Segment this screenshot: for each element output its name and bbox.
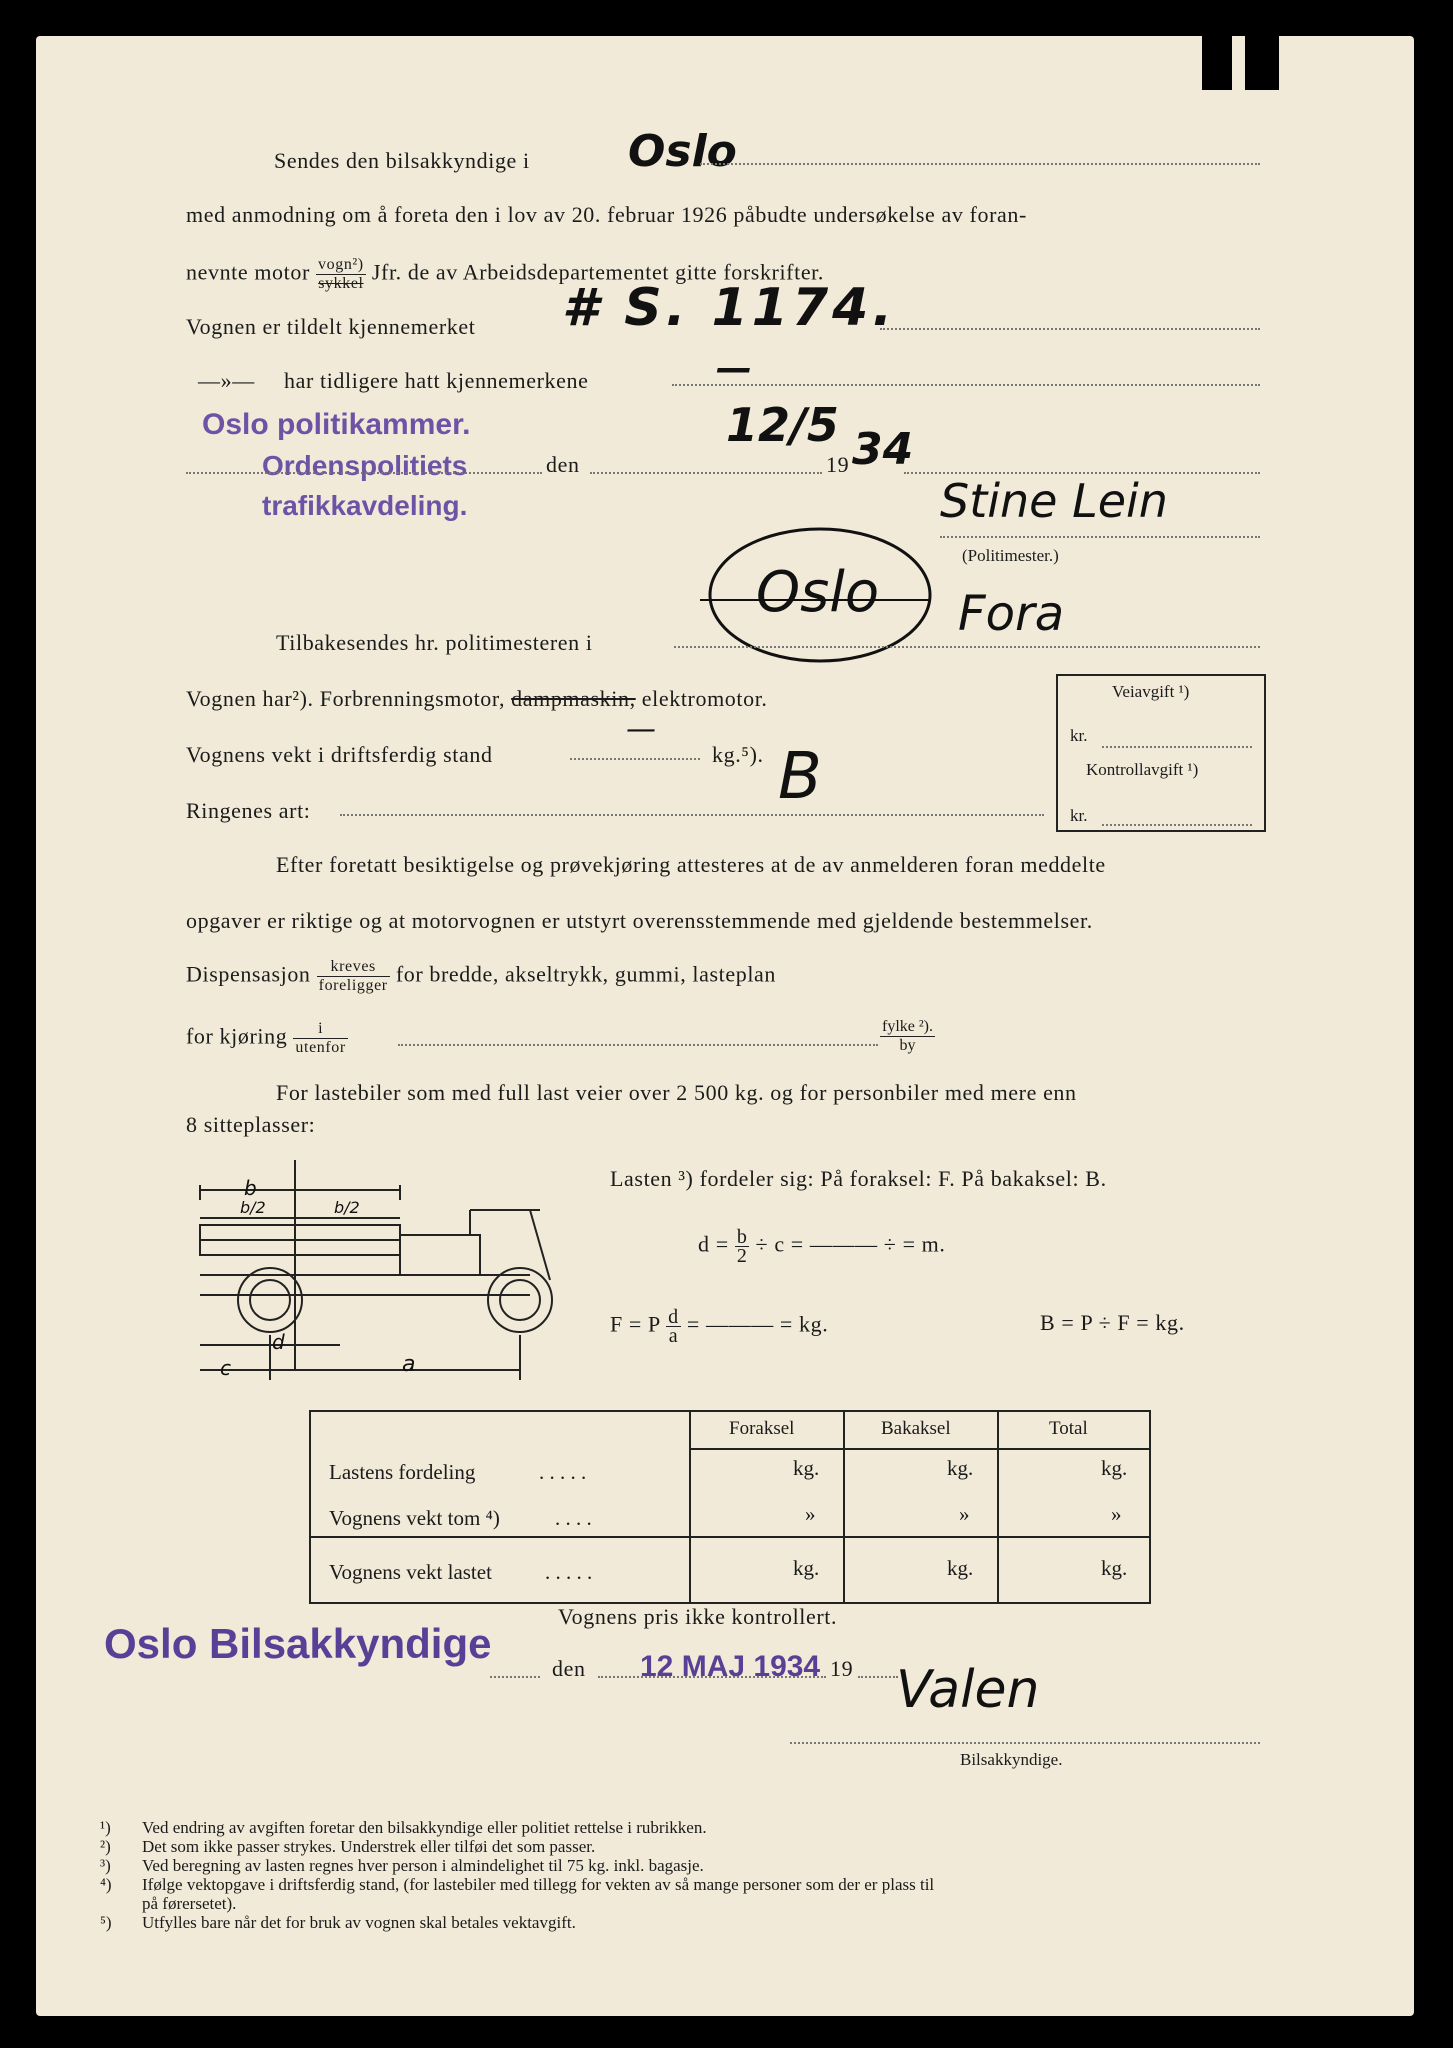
dispensation-line [186, 958, 776, 995]
motor-label: nevnte motor [186, 259, 310, 285]
signature-line [940, 536, 1260, 538]
police-signature: Stine Lein [940, 474, 1168, 528]
kr-label: kr. [1070, 806, 1088, 825]
police-stamp-line2: Ordenspolitiets [262, 450, 468, 481]
row-label: Vognens vekt lastet [329, 1560, 492, 1584]
fill-line [1102, 746, 1252, 748]
fee-box [1056, 674, 1266, 832]
truck-label-a: a [402, 1352, 416, 1377]
fill-line [672, 384, 1260, 386]
attest-line2: opgaver er riktige og at motorvognen er utstyrt overensstemmende med gjeldende bestemmelser. [186, 908, 1093, 933]
dispensation-items: for bredde, akseltrykk, gummi, lasteplan [395, 961, 777, 987]
police-stamp-line1: Oslo politikammer. [202, 408, 471, 441]
footnote: ⁴) Ifølge vektopgave i driftsferdig stand, (for lastebiler med tillegg for vekten av så mange personer som der er plass til [100, 1875, 935, 1894]
regulation-text: Jfr. de av Arbeidsdepartementet gitte forskrifter. [371, 259, 824, 285]
signature-line [790, 1742, 1260, 1744]
year-prefix: 19 [826, 452, 850, 477]
fill-line [880, 328, 1260, 330]
handwritten-weight: — [626, 712, 656, 747]
fill-line [398, 1044, 878, 1046]
den-label: den [546, 452, 580, 477]
row-cell: kg. [947, 1456, 974, 1480]
previous-plates-label: har tidligere hatt kjennemerkene [284, 368, 589, 393]
price-note: Vognens pris ikke kontrollert. [558, 1604, 838, 1629]
handwritten-date: 12/5 [726, 398, 839, 452]
row-dots: . . . . . [545, 1560, 593, 1584]
year-prefix-bottom: 19 [830, 1656, 854, 1681]
fill-line [490, 1676, 540, 1678]
truck-label-b-half-right: b/2 [334, 1198, 360, 1217]
request-text: med anmodning om å foreta den i lov av 20. februar 1926 påbudte undersøkelse av foran- [186, 202, 1027, 227]
police-stamp-line3: trafikkavdeling. [262, 490, 468, 521]
engine-option-steam: dampmaskin, [511, 686, 636, 711]
footnote: ²) Det som ikke passer strykes. Understrek eller tilføi det som passer. [100, 1837, 596, 1856]
vogn-sykkel-fraction: $\frac{\text{vogn²)}}{\text{sykkel}}$ [318, 256, 364, 292]
handwritten-b: B [778, 740, 822, 814]
kr-label: kr. [1070, 726, 1088, 745]
fill-line [1102, 824, 1252, 826]
kjoring-line [186, 1020, 348, 1057]
punch-mark [1202, 36, 1232, 90]
row-cell: kg. [1101, 1556, 1128, 1580]
second-signature: Fora [958, 586, 1065, 642]
fylke-by-fraction: $\frac{\text{fylke ²).}}{by}$ [882, 1018, 933, 1054]
registration-label: Vognen er tildelt kjennemerket [186, 314, 476, 339]
lastebil-line1: For lastebiler som med full last veier over 2 500 kg. og for personbiler med mere enn [276, 1080, 1077, 1105]
row-dots: . . . . . [539, 1460, 587, 1484]
punch-mark [1245, 36, 1279, 90]
fill-line [186, 472, 542, 474]
fill-line [340, 814, 1044, 816]
dispensation-label: Dispensasjon [186, 961, 311, 987]
handwritten-registration: # S. 1174. [562, 278, 897, 338]
row-label: Vognens vekt tom ⁴) [329, 1506, 500, 1530]
fill-line [858, 1676, 898, 1678]
truck-label-b: b [244, 1176, 257, 1200]
row-cell: kg. [947, 1556, 974, 1580]
footnote: på førersetet). [142, 1894, 237, 1913]
fill-line [700, 163, 1260, 165]
den-label-bottom: den [552, 1656, 586, 1681]
fill-line [590, 472, 822, 474]
date-stamp: 12 MAJ 1934 [640, 1650, 821, 1683]
handwritten-year: 34 [852, 424, 914, 475]
dispensation-fraction: $\frac{\text{kreves}}{\text{foreligger}}$ [318, 958, 388, 994]
fill-line [674, 646, 1260, 648]
bilsakkyndige-label: Bilsakkyndige. [960, 1750, 1063, 1769]
row-cell: kg. [1101, 1456, 1128, 1480]
row-dots: . . . . [555, 1506, 592, 1530]
engine-option-combustion: Forbrenningsmotor, [319, 686, 506, 711]
weight-unit: kg.⁵). [712, 742, 764, 767]
engine-line [186, 686, 768, 712]
handwritten-oslo: Oslo [756, 560, 880, 625]
engine-label: Vognen har²). [186, 686, 314, 711]
footnote: ⁵) Utfylles bare når det for bruk av vognen skal betales vektavgift. [100, 1913, 576, 1932]
truck-label-b-half-left: b/2 [240, 1198, 266, 1217]
politimester-label: (Politimester.) [962, 546, 1059, 565]
weight-label: Vognens vekt i driftsferdig stand [186, 742, 493, 767]
kjoring-label: for kjøring [186, 1023, 288, 1049]
formula-d: d = $\frac{b}{2}$ ÷ c = ——— ÷ = m. [698, 1226, 946, 1267]
handwritten-dash: — [716, 348, 752, 389]
row-cell: » [805, 1502, 816, 1526]
bilsakkyndige-stamp: Oslo Bilsakkyndige [104, 1620, 492, 1667]
return-label: Tilbakesendes hr. politimesteren i [276, 630, 593, 655]
row-cell: kg. [793, 1456, 820, 1480]
bilsakkyndige-signature: Valen [896, 1660, 1040, 1720]
send-line-label: Sendes den bilsakkyndige i [274, 148, 530, 173]
row-cell: kg. [793, 1556, 820, 1580]
footnote: ³) Ved beregning av lasten regnes hver person i almindelighet til 75 kg. inkl. bagasje. [100, 1856, 704, 1875]
rings-label: Ringenes art: [186, 798, 311, 823]
kontrollavgift-label: Kontrollavgift ¹) [1086, 760, 1199, 779]
engine-option-electric: elektromotor. [641, 686, 768, 711]
footnotes [100, 1818, 934, 1932]
truck-label-d: d [272, 1330, 285, 1354]
ditto-mark: —»— [198, 368, 255, 393]
header-foraksel: Foraksel [729, 1418, 795, 1439]
veiavgift-label: Veiavgift ¹) [1112, 682, 1190, 701]
lasten-line: Lasten ³) fordeler sig: På foraksel: F. På bakaksel: B. [610, 1166, 1107, 1191]
attest-line1: Efter foretatt besiktigelse og prøvekjøring attesteres at de av anmelderen foran meddelte [276, 852, 1106, 877]
lastebil-line2: 8 sitteplasser: [186, 1112, 316, 1137]
header-total: Total [1049, 1418, 1088, 1439]
formula-f: F = P $\frac{d}{a}$ = ——— = kg. [610, 1306, 829, 1347]
formula-b: B = P ÷ F = kg. [1040, 1310, 1185, 1335]
fill-line [570, 758, 700, 760]
kjoring-fraction: $\frac{i}{\text{utenfor}}$ [295, 1020, 346, 1056]
row-cell: » [1111, 1502, 1122, 1526]
handwritten-city: Oslo [628, 126, 737, 177]
row-cell: » [959, 1502, 970, 1526]
truck-label-c: c [220, 1356, 231, 1380]
footnote: ¹) Ved endring av avgiften foretar den bilsakkyndige eller politiet rettelse i rubrikken. [100, 1818, 707, 1837]
load-table [309, 1410, 1151, 1604]
header-bakaksel: Bakaksel [881, 1418, 951, 1439]
row-label: Lastens fordeling [329, 1460, 476, 1484]
